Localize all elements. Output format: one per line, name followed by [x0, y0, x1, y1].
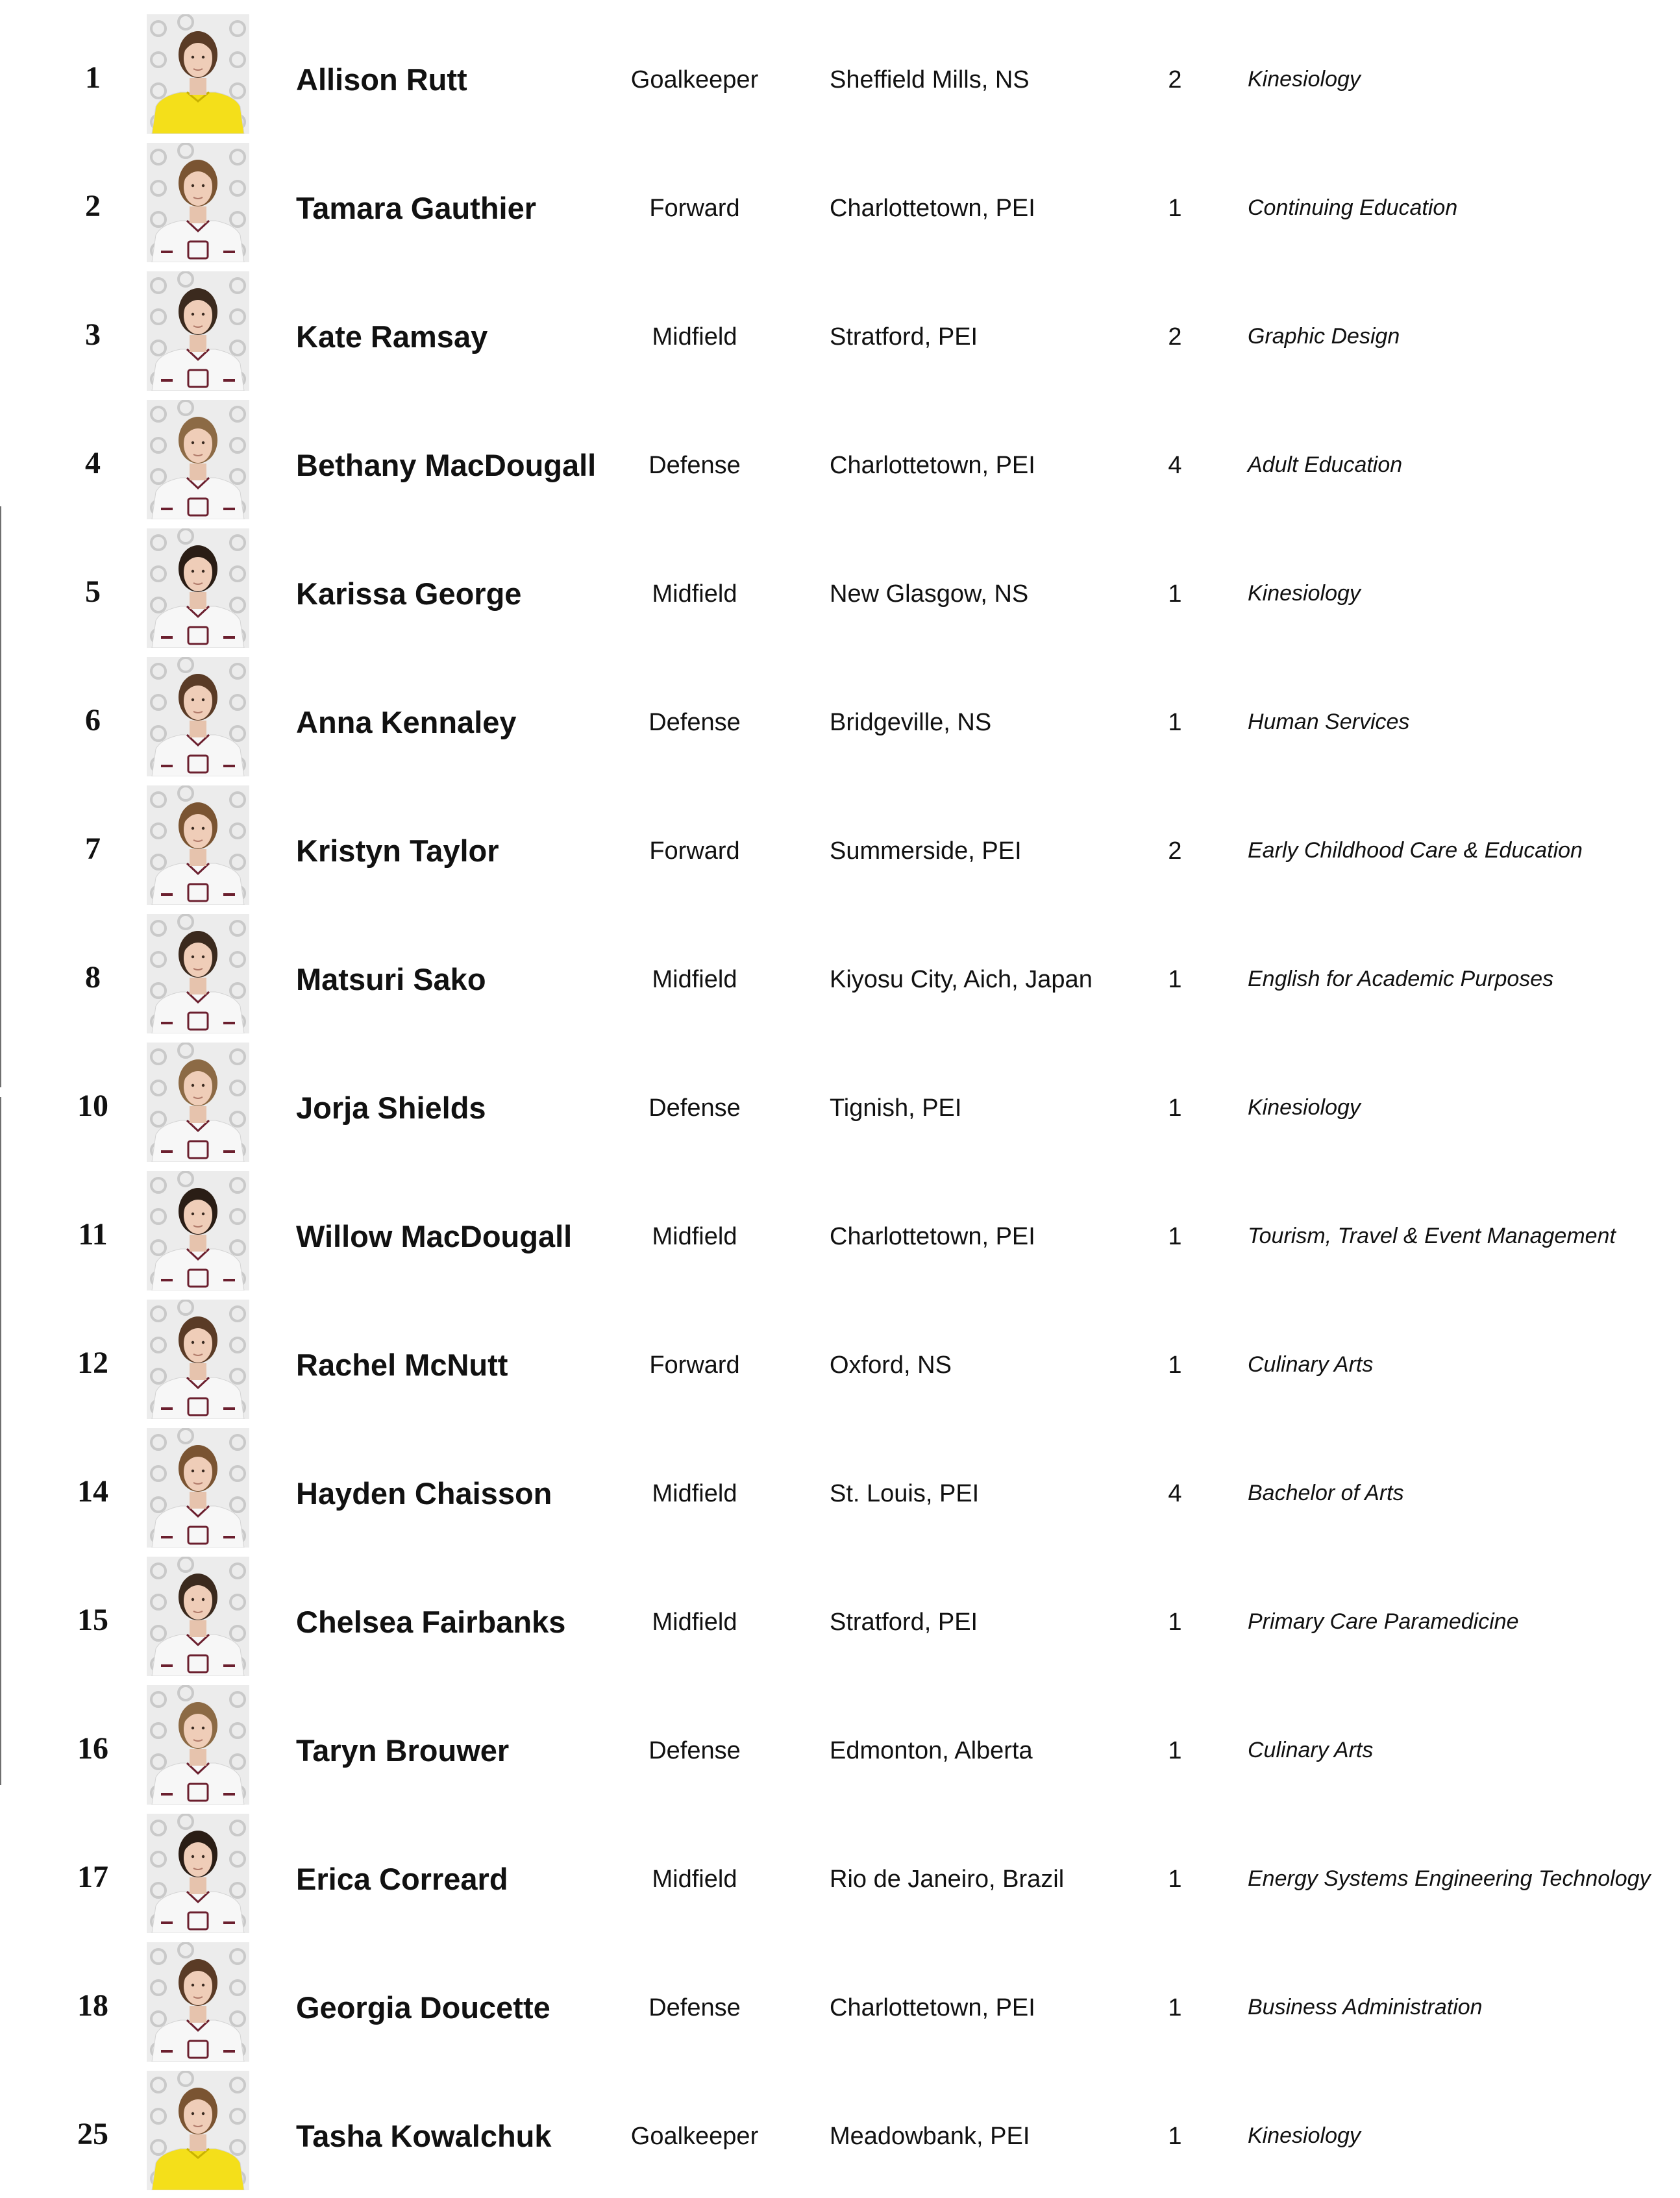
- jersey-number: 7: [85, 832, 101, 866]
- roster-list: [0, 13, 1680, 2198]
- player-portrait-icon: [147, 2071, 249, 2190]
- player-position: Midfield: [652, 580, 737, 608]
- player-hometown: Charlottetown, PEI: [830, 452, 1035, 479]
- player-photo: [147, 1300, 249, 1419]
- player-year: 2: [1168, 66, 1182, 93]
- player-photo: [147, 914, 249, 1033]
- player-name: Karissa George: [296, 576, 522, 611]
- player-program: Culinary Arts: [1248, 1352, 1374, 1377]
- player-portrait-icon: [147, 1814, 249, 1933]
- player-position: Midfield: [652, 1480, 737, 1507]
- roster-row: [0, 1684, 1680, 1812]
- player-position: Goalkeeper: [630, 66, 759, 93]
- player-year: 2: [1168, 837, 1182, 865]
- player-photo: [147, 528, 249, 648]
- player-hometown: Kiyosu City, Aich, Japan: [830, 966, 1093, 993]
- jersey-number: 3: [85, 317, 101, 352]
- player-hometown: Summerside, PEI: [830, 837, 1022, 865]
- player-position: Midfield: [652, 966, 737, 993]
- player-year: 1: [1168, 1609, 1182, 1636]
- player-portrait-icon: [147, 271, 249, 391]
- player-name: Taryn Brouwer: [296, 1733, 510, 1768]
- player-photo: [147, 1428, 249, 1548]
- player-position: Defense: [649, 1094, 741, 1122]
- player-photo: [147, 657, 249, 776]
- player-photo: [147, 1814, 249, 1933]
- player-portrait-icon: [147, 785, 249, 905]
- player-program: Primary Care Paramedicine: [1248, 1609, 1519, 1634]
- player-portrait-icon: [147, 14, 249, 134]
- player-name: Rachel McNutt: [296, 1348, 508, 1382]
- player-portrait-icon: [147, 914, 249, 1033]
- player-name: Chelsea Fairbanks: [296, 1605, 566, 1639]
- player-program: Bachelor of Arts: [1248, 1481, 1404, 1505]
- jersey-number: 25: [77, 2117, 108, 2151]
- player-position: Midfield: [652, 323, 737, 351]
- player-year: 1: [1168, 1352, 1182, 1379]
- player-position: Forward: [649, 837, 740, 865]
- player-photo: [147, 1043, 249, 1162]
- jersey-number: 14: [77, 1474, 108, 1509]
- roster-row: [0, 656, 1680, 784]
- player-photo: [147, 785, 249, 905]
- player-name: Jorja Shields: [296, 1091, 486, 1125]
- player-name: Kate Ramsay: [296, 319, 488, 354]
- player-name: Bethany MacDougall: [296, 448, 597, 482]
- jersey-number: 2: [85, 189, 101, 223]
- player-hometown: Charlottetown, PEI: [830, 195, 1035, 222]
- jersey-number: 11: [78, 1217, 108, 1252]
- player-photo: [147, 2071, 249, 2190]
- player-photo: [147, 1942, 249, 2062]
- jersey-number: 12: [77, 1346, 108, 1380]
- player-year: 2: [1168, 323, 1182, 351]
- player-year: 1: [1168, 1737, 1182, 1764]
- player-program: Kinesiology: [1248, 581, 1361, 606]
- player-name: Hayden Chaisson: [296, 1476, 552, 1511]
- player-year: 1: [1168, 966, 1182, 993]
- player-program: Kinesiology: [1248, 1095, 1361, 1120]
- player-hometown: Tignish, PEI: [830, 1094, 962, 1122]
- player-hometown: Stratford, PEI: [830, 323, 978, 351]
- jersey-number: 17: [77, 1860, 108, 1894]
- player-year: 4: [1168, 1480, 1182, 1507]
- player-hometown: Meadowbank, PEI: [830, 2123, 1030, 2150]
- player-portrait-icon: [147, 143, 249, 262]
- player-portrait-icon: [147, 1942, 249, 2062]
- roster-row: [0, 1298, 1680, 1427]
- player-position: Defense: [649, 452, 741, 479]
- player-photo: [147, 400, 249, 519]
- player-hometown: Charlottetown, PEI: [830, 1223, 1035, 1250]
- player-hometown: Edmonton, Alberta: [830, 1737, 1033, 1764]
- player-portrait-icon: [147, 1685, 249, 1805]
- player-hometown: Oxford, NS: [830, 1352, 952, 1379]
- player-year: 1: [1168, 1094, 1182, 1122]
- player-year: 1: [1168, 1223, 1182, 1250]
- player-program: Continuing Education: [1248, 195, 1458, 220]
- player-name: Georgia Doucette: [296, 1990, 550, 2025]
- roster-row: [0, 2069, 1680, 2198]
- player-name: Willow MacDougall: [296, 1219, 573, 1253]
- player-position: Forward: [649, 195, 740, 222]
- player-position: Goalkeeper: [630, 2123, 759, 2150]
- player-program: Culinary Arts: [1248, 1738, 1374, 1762]
- jersey-number: 5: [85, 574, 101, 609]
- player-name: Erica Correard: [296, 1862, 508, 1896]
- roster-row: [0, 1170, 1680, 1298]
- roster-row: [0, 1812, 1680, 1941]
- player-portrait-icon: [147, 1300, 249, 1419]
- player-position: Midfield: [652, 1866, 737, 1893]
- player-year: 1: [1168, 1866, 1182, 1893]
- player-photo: [147, 143, 249, 262]
- player-program: Human Services: [1248, 710, 1410, 734]
- player-year: 1: [1168, 195, 1182, 222]
- player-name: Matsuri Sako: [296, 962, 486, 996]
- jersey-number: 4: [85, 446, 101, 480]
- player-program: Tourism, Travel & Event Management: [1248, 1224, 1616, 1248]
- player-position: Defense: [649, 1737, 741, 1764]
- jersey-number: 1: [85, 60, 101, 95]
- player-portrait-icon: [147, 1171, 249, 1290]
- player-hometown: Charlottetown, PEI: [830, 1994, 1035, 2021]
- player-program: Kinesiology: [1248, 2123, 1361, 2148]
- player-hometown: Sheffield Mills, NS: [830, 66, 1030, 93]
- player-position: Midfield: [652, 1223, 737, 1250]
- player-name: Tasha Kowalchuk: [296, 2119, 552, 2153]
- jersey-number: 16: [77, 1731, 108, 1766]
- roster-row: [0, 399, 1680, 527]
- roster-row: [0, 1041, 1680, 1170]
- jersey-number: 18: [77, 1988, 108, 2023]
- player-position: Defense: [649, 709, 741, 736]
- player-portrait-icon: [147, 528, 249, 648]
- player-position: Defense: [649, 1994, 741, 2021]
- player-program: Energy Systems Engineering Technology: [1248, 1866, 1651, 1891]
- jersey-number: 8: [85, 960, 101, 994]
- player-hometown: Bridgeville, NS: [830, 709, 992, 736]
- jersey-number: 15: [77, 1603, 108, 1637]
- player-portrait-icon: [147, 400, 249, 519]
- player-position: Forward: [649, 1352, 740, 1379]
- player-program: Early Childhood Care & Education: [1248, 838, 1583, 863]
- player-year: 1: [1168, 709, 1182, 736]
- roster-row: [0, 270, 1680, 399]
- player-name: Anna Kennaley: [296, 705, 517, 739]
- player-program: Adult Education: [1248, 452, 1403, 477]
- player-position: Midfield: [652, 1609, 737, 1636]
- player-photo: [147, 1685, 249, 1805]
- player-year: 1: [1168, 2123, 1182, 2150]
- player-photo: [147, 14, 249, 134]
- player-year: 1: [1168, 580, 1182, 608]
- player-portrait-icon: [147, 1043, 249, 1162]
- player-year: 4: [1168, 452, 1182, 479]
- player-hometown: Rio de Janeiro, Brazil: [830, 1866, 1065, 1893]
- jersey-number: 10: [77, 1089, 108, 1123]
- roster-row: [0, 913, 1680, 1041]
- roster-row: [0, 142, 1680, 270]
- player-photo: [147, 1171, 249, 1290]
- jersey-number: 6: [85, 703, 101, 737]
- player-program: English for Academic Purposes: [1248, 967, 1554, 991]
- roster-row: [0, 784, 1680, 913]
- player-name: Kristyn Taylor: [296, 834, 499, 868]
- player-hometown: New Glasgow, NS: [830, 580, 1029, 608]
- player-portrait-icon: [147, 1557, 249, 1676]
- player-program: Graphic Design: [1248, 324, 1400, 349]
- player-portrait-icon: [147, 657, 249, 776]
- roster-row: [0, 1941, 1680, 2069]
- player-name: Allison Rutt: [296, 62, 467, 97]
- roster-row: [0, 527, 1680, 656]
- player-hometown: Stratford, PEI: [830, 1609, 978, 1636]
- player-year: 1: [1168, 1994, 1182, 2021]
- player-hometown: St. Louis, PEI: [830, 1480, 980, 1507]
- roster-row: [0, 13, 1680, 142]
- player-photo: [147, 1557, 249, 1676]
- player-portrait-icon: [147, 1428, 249, 1548]
- roster-row: [0, 1555, 1680, 1684]
- player-name: Tamara Gauthier: [296, 191, 537, 225]
- player-program: Kinesiology: [1248, 67, 1361, 92]
- player-photo: [147, 271, 249, 391]
- player-program: Business Administration: [1248, 1995, 1483, 2019]
- roster-row: [0, 1427, 1680, 1555]
